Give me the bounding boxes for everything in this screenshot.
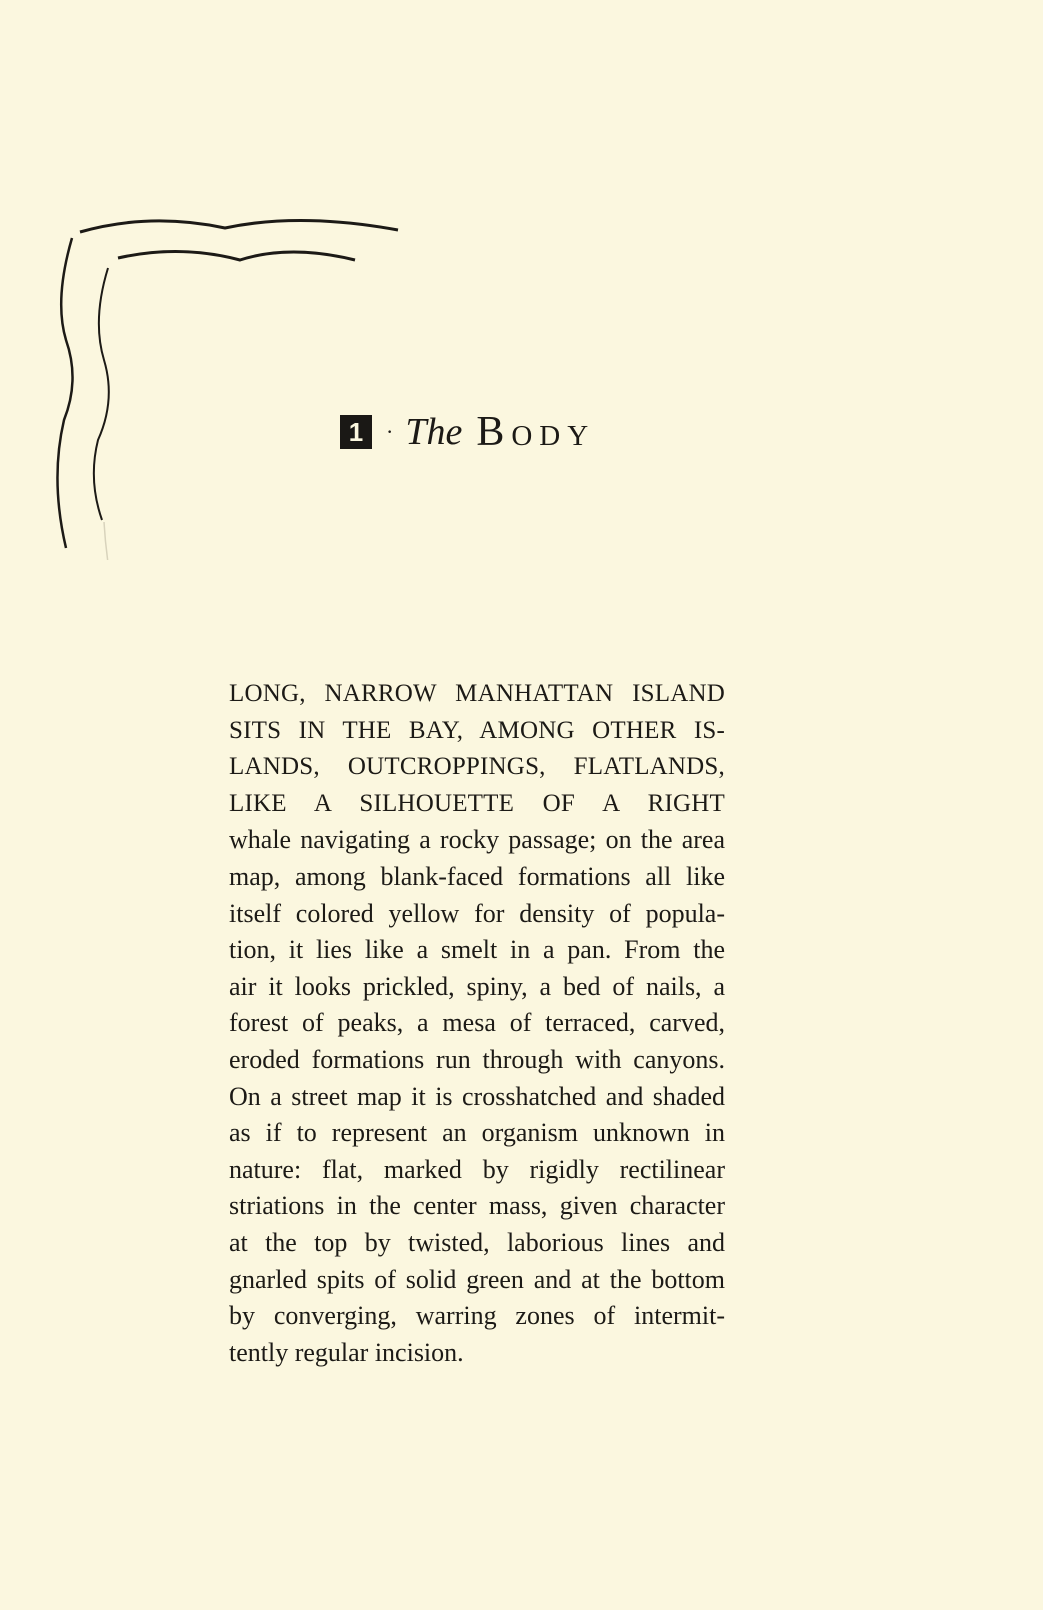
text-line: tion, it lies like a smelt in a pan. From the: [229, 935, 725, 965]
chapter-separator: ·: [386, 419, 394, 444]
text-line: forest of peaks, a mesa of terraced, carved,: [229, 1008, 725, 1038]
chapter-heading: [340, 408, 595, 456]
text-line: eroded formations run through with canyons.: [229, 1044, 725, 1074]
text-line: nature: flat, marked by rigidly rectilinear: [229, 1154, 725, 1184]
corner-flourish-ornament: [0, 0, 420, 560]
text-line: itself colored yellow for density of popula-: [229, 898, 725, 928]
text-line: LIKE A SILHOUETTE OF A RIGHT: [229, 789, 725, 817]
body-paragraph: [229, 676, 725, 1371]
text-line: LONG, NARROW MANHATTAN ISLAND: [229, 680, 725, 707]
text-line: On a street map it is crosshatched and shaded: [229, 1081, 725, 1111]
text-line: at the top by twisted, laborious lines and: [229, 1227, 725, 1257]
text-line: air it looks prickled, spiny, a bed of nails, a: [229, 971, 725, 1001]
text-line: striations in the center mass, given character: [229, 1191, 725, 1221]
text-line: gnarled spits of solid green and at the bottom: [229, 1264, 725, 1294]
text-line: tently regular incision.: [229, 1337, 464, 1367]
text-line: SITS IN THE BAY, AMONG OTHER IS-: [229, 716, 725, 744]
text-line: whale navigating a rocky passage; on the area: [229, 825, 725, 855]
chapter-article: The: [405, 411, 463, 453]
text-line: LANDS, OUTCROPPINGS, FLATLANDS,: [229, 753, 725, 781]
text-line: map, among blank-faced formations all like: [229, 861, 725, 891]
chapter-title: Body: [476, 409, 596, 455]
text-line: by converging, warring zones of intermit-: [229, 1301, 725, 1331]
text-line: as if to represent an organism unknown in: [229, 1118, 725, 1148]
chapter-number-badge: 1: [340, 415, 372, 449]
